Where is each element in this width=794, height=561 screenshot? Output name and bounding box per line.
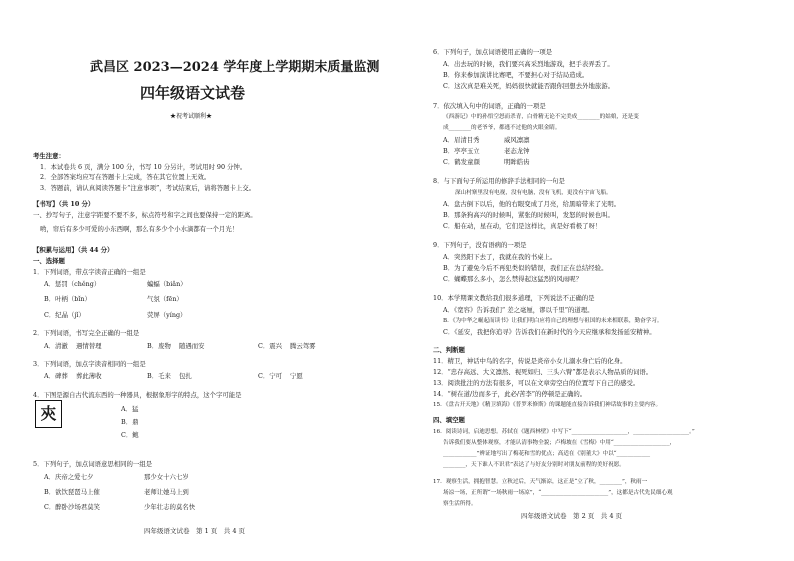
page-footer: 四年级语文试卷 第 1 页 共 4 页: [144, 527, 246, 535]
option: A．《宽容》告诉我们“ 差之毫厘，谬以千里”的道理。: [443, 306, 594, 314]
option: A．惩罚（chěng）: [44, 280, 101, 288]
question-16-text: ____________”辨证地写出了梅花和雪的优点；高适在《别董大》中以“____________: [443, 451, 651, 457]
writing-heading: 【书写】（共 10 分）: [33, 200, 95, 208]
question-9: 9．下列句子，没有语病的一项是: [433, 241, 527, 249]
wish-text: ★祝考试顺利★: [170, 113, 213, 120]
option: 老师让她马上到: [144, 488, 189, 496]
question-4: 4．下图是源自古代流东西的一种器具，根据象形字的特点，这个字可能是: [33, 391, 242, 399]
option: C．鹤发童颜: [443, 158, 480, 166]
option: 气氛（fēn）: [147, 295, 183, 303]
option: C．震兴: [258, 342, 283, 350]
option: B．那条狗高兴的时候叫，紧张的时候叫，发怒的时候也叫。: [443, 211, 614, 219]
question-7: 7．依次填入句中的词语，正确的一项是: [433, 102, 546, 110]
exam-page-2: [397, 0, 794, 561]
option: B．欲饮琵琶马上催: [44, 488, 100, 496]
option: A．盘古倒下以后，他的右眼变成了月亮，给黑暗带来了光明。: [443, 200, 621, 208]
question-2: 2．下列词语，书写完全正确的一组是: [33, 329, 140, 337]
question-7-text: 成________的老爷爷，都逃不过他的火眼金睛。: [443, 125, 561, 131]
ancient-glyph-image: [35, 400, 62, 428]
page-footer: 四年级语文试卷 第 2 页 共 4 页: [521, 512, 623, 520]
option: 遇情替理: [76, 342, 102, 350]
option: B．《为中华之崛起而读书》让我们明白应将自己的理想与祖国的未来相联系，勤奋学习。: [443, 318, 663, 324]
option: 腾云驾雾: [290, 342, 316, 350]
option: 宁愿: [290, 372, 303, 380]
notes-heading: 考生注意：: [33, 152, 65, 160]
option: 荧屏（yíng）: [147, 311, 187, 319]
question-1: 1．下列词语，带点字读音正确的一组是: [33, 268, 146, 276]
writing-sentence: 哟，帘后有多少可爱的小东西啊，那么有多少个小水滴都有一个月光！: [40, 225, 239, 233]
question-7-text: 《西游记》中的孙悟空怒而杀青，白骨精无论不完美成________的姑娘，还是变: [443, 114, 639, 120]
judge-item: 13．阅读批注的方法有很多，可以在文章旁空白的位置写下自己的感受。: [433, 379, 640, 387]
option: 蝙蝠（biǎn）: [147, 280, 187, 288]
question-16: 16．阅读诗词，启迪思想。苏轼在《题西林壁》中写下“____________________，____________________。”: [433, 429, 695, 435]
option: B．叶柄（bǐn）: [44, 295, 91, 303]
option: C．《延安，我把你追寻》告诉我们在新时代的今天应继承和发扬延安精神。: [443, 328, 656, 336]
question-17-text: 察生活所得。: [443, 501, 477, 507]
question-10: 10．本学期课文教给我们很多道理，下列说法不正确的是: [433, 294, 595, 302]
judge-item: 12．“忠存高远、大义凛然、视死如归、三头六臂”都是表示人物品质的词语。: [433, 368, 653, 376]
option: 那少女十六七岁: [144, 473, 189, 481]
option: C．这次真是难关死，妈妈很快就能否跟你回想去外地旅游。: [443, 82, 615, 90]
option: C．蝴蝶那么多小，怎么禁得起这猛烈的风雨呢？: [443, 275, 583, 283]
option: A．猛: [121, 405, 139, 413]
option: A．庆帝之爱七夕: [44, 473, 94, 481]
exam-title: 武昌区 2023—2024 学年度上学期期末质量监测: [90, 60, 380, 75]
option: A．碑葬: [44, 372, 68, 380]
option: A．眉清目秀: [443, 136, 480, 144]
section-judge: 二、判断题: [433, 346, 465, 354]
note-item: 3．答题前，请认真阅读答题卡“注意事项”，考试结束后，请将答题卡上交。: [40, 184, 256, 192]
option: A．突然阳下去了，我就在我的书桌上。: [443, 253, 557, 261]
option: B．废物: [147, 342, 171, 350]
option: B．为了避免今后不再犯类似的错误，我们正在总结经验。: [443, 264, 608, 272]
question-16-text: ________，天下谁人不识君”表达了与好友分别时对朋友前程的美好祝愿。: [443, 462, 625, 468]
section-choice: 一、选择题: [33, 257, 65, 265]
option: C．船在动，星在动，它们是这样比，真是好看极了呀！: [443, 222, 602, 230]
writing-instruction: 一、抄写句子，注意字距要不要不多，标点符号和字之间也要保持一定的距离。: [33, 211, 257, 219]
option: A．清澈: [44, 342, 68, 350]
question-16-text: 告诉我们要从整体观察，才能认清事物全貌；卢梅坡在《雪梅》中用“____________________，: [443, 440, 676, 446]
option: C．鲍: [121, 431, 139, 439]
question-8: 8．与下面句子所运用的修辞手法相同的一句是: [433, 177, 565, 185]
option: 葬此薄收: [76, 372, 102, 380]
option: 老态龙钟: [504, 147, 530, 155]
question-17: 17．观察生活，拥抱智慧。立秋过后，天气渐凉，这正是“立了秋，________”，秋雨一: [433, 479, 648, 485]
option: C．纪晶（jǐ）: [44, 311, 85, 319]
judge-item: 14．“树在道/边而多子，此必/苦李”的停顿是正确的。: [433, 390, 587, 398]
option: C．醉卧沙场君莫笑: [44, 503, 101, 511]
option: B．你来参加演讲比赛吧，不要担心对于结局造成。: [443, 71, 589, 79]
option: 威风凛凛: [504, 136, 530, 144]
note-item: 2．全部答案均应写在答题卡上完成，答在其它位置上无效。: [40, 173, 211, 181]
option: 明眸皓齿: [504, 158, 530, 166]
option: B．鼎: [121, 418, 139, 426]
option: 随遇而安: [179, 342, 205, 350]
judge-item: 11．精卫，神话中鸟的名字，传说是炎帝小女儿溺水身亡后的化身。: [433, 357, 627, 365]
option: B．亭亭玉立: [443, 147, 480, 155]
question-5: 5．下列句子，加点词语意思相同的一组是: [33, 460, 153, 468]
question-6: 6．下列句子，加点词语使用正确的一项是: [433, 48, 553, 56]
option: 少年壮志的莫名快: [144, 503, 196, 511]
question-3: 3．下列词语，加点字读音相同的一组是: [33, 360, 146, 368]
accum-heading: 【积累与运用】（共 44 分）: [33, 246, 114, 254]
section-fill: 四、填空题: [433, 416, 465, 424]
option: C．宁可: [258, 372, 283, 380]
ancient-glyph: 㚒: [40, 404, 57, 423]
option: 包扎: [179, 372, 192, 380]
judge-item: 15．《盘古开天地》《精卫填海》《普罗米修斯》的课题能直接告诉我们神话故事的主要内容。: [433, 402, 662, 408]
note-item: 1．本试卷共 6 页，满分 100 分，书写 10 分另计，考试用时 90 分钟。: [40, 163, 247, 171]
option: B．乇来: [147, 372, 171, 380]
exam-subtitle: 四年级语文试卷: [140, 84, 246, 102]
quote-sentence: 深山村寨里没有电视，没有电脑，没有飞机，更没有宇宙飞船。: [455, 190, 612, 196]
question-17-text: 场凉一场，正所谓“一场秋雨一场凉”，“________________________”，这都是古代先民细心观: [443, 490, 673, 496]
option: A．出去玩的时候，我们要兴高采烈地游戏，把手表弄丢了。: [443, 60, 614, 68]
